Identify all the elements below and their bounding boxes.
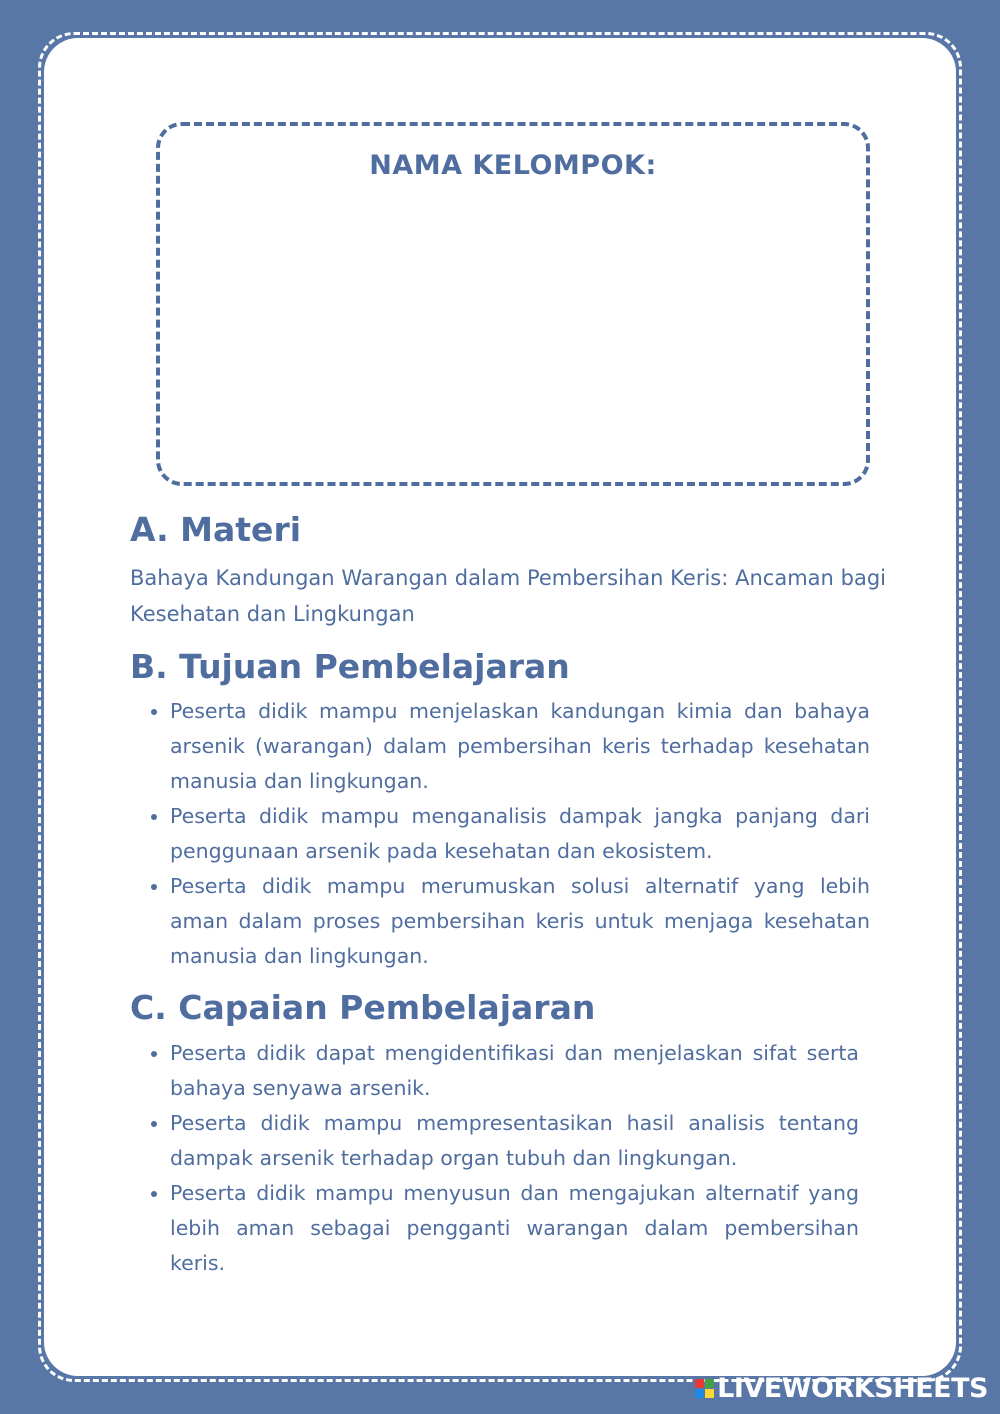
section-a-heading: A. Materi (130, 510, 302, 549)
list-item: • Peserta didik mampu menjelaskan kandungan kimia dan bahaya arsenik (warangan) dalam pembersihan keris terhadap kesehatan manusia dan lingkungan. (170, 694, 870, 799)
logo-grid-icon (695, 1379, 714, 1398)
list-item: • Peserta didik mampu mempresentasikan hasil analisis tentang dampak arsenik terhadap organ tubuh dan lingkungan. (170, 1106, 859, 1176)
list-item: • Peserta didik mampu menganalisis dampak jangka panjang dari penggunaan arsenik pada kesehatan dan ekosistem. (170, 799, 870, 869)
section-c-heading: C. Capaian Pembelajaran (130, 988, 596, 1027)
liveworksheets-logo (695, 1373, 988, 1404)
group-name-label: NAMA KELOMPOK: (369, 150, 657, 181)
section-b-list (130, 694, 870, 974)
logo-square-e (705, 1389, 714, 1398)
logo-square-i (705, 1379, 714, 1388)
section-a-text: Bahaya Kandungan Warangan dalam Pembersihan Keris: Ancaman bagi Kesehatan dan Lingkungan (130, 566, 886, 626)
section-b-heading: B. Tujuan Pembelajaran (130, 647, 570, 686)
group-name-box[interactable] (156, 122, 870, 486)
list-item: • Peserta didik mampu menyusun dan mengajukan alternatif yang lebih aman sebagai pengganti warangan dalam pembersihan keris. (170, 1176, 859, 1281)
logo-square-l (695, 1379, 704, 1388)
logo-square-v (695, 1389, 704, 1398)
section-c-list (130, 1036, 859, 1281)
list-item: • Peserta didik dapat mengidentifikasi dan menjelaskan sifat serta bahaya senyawa arsenik. (170, 1036, 859, 1106)
list-item: • Peserta didik mampu merumuskan solusi alternatif yang lebih aman dalam proses pembersihan keris untuk menjaga kesehatan manusia dan lingkungan. (170, 869, 870, 974)
logo-text: LIVEWORKSHEETS (717, 1373, 988, 1404)
